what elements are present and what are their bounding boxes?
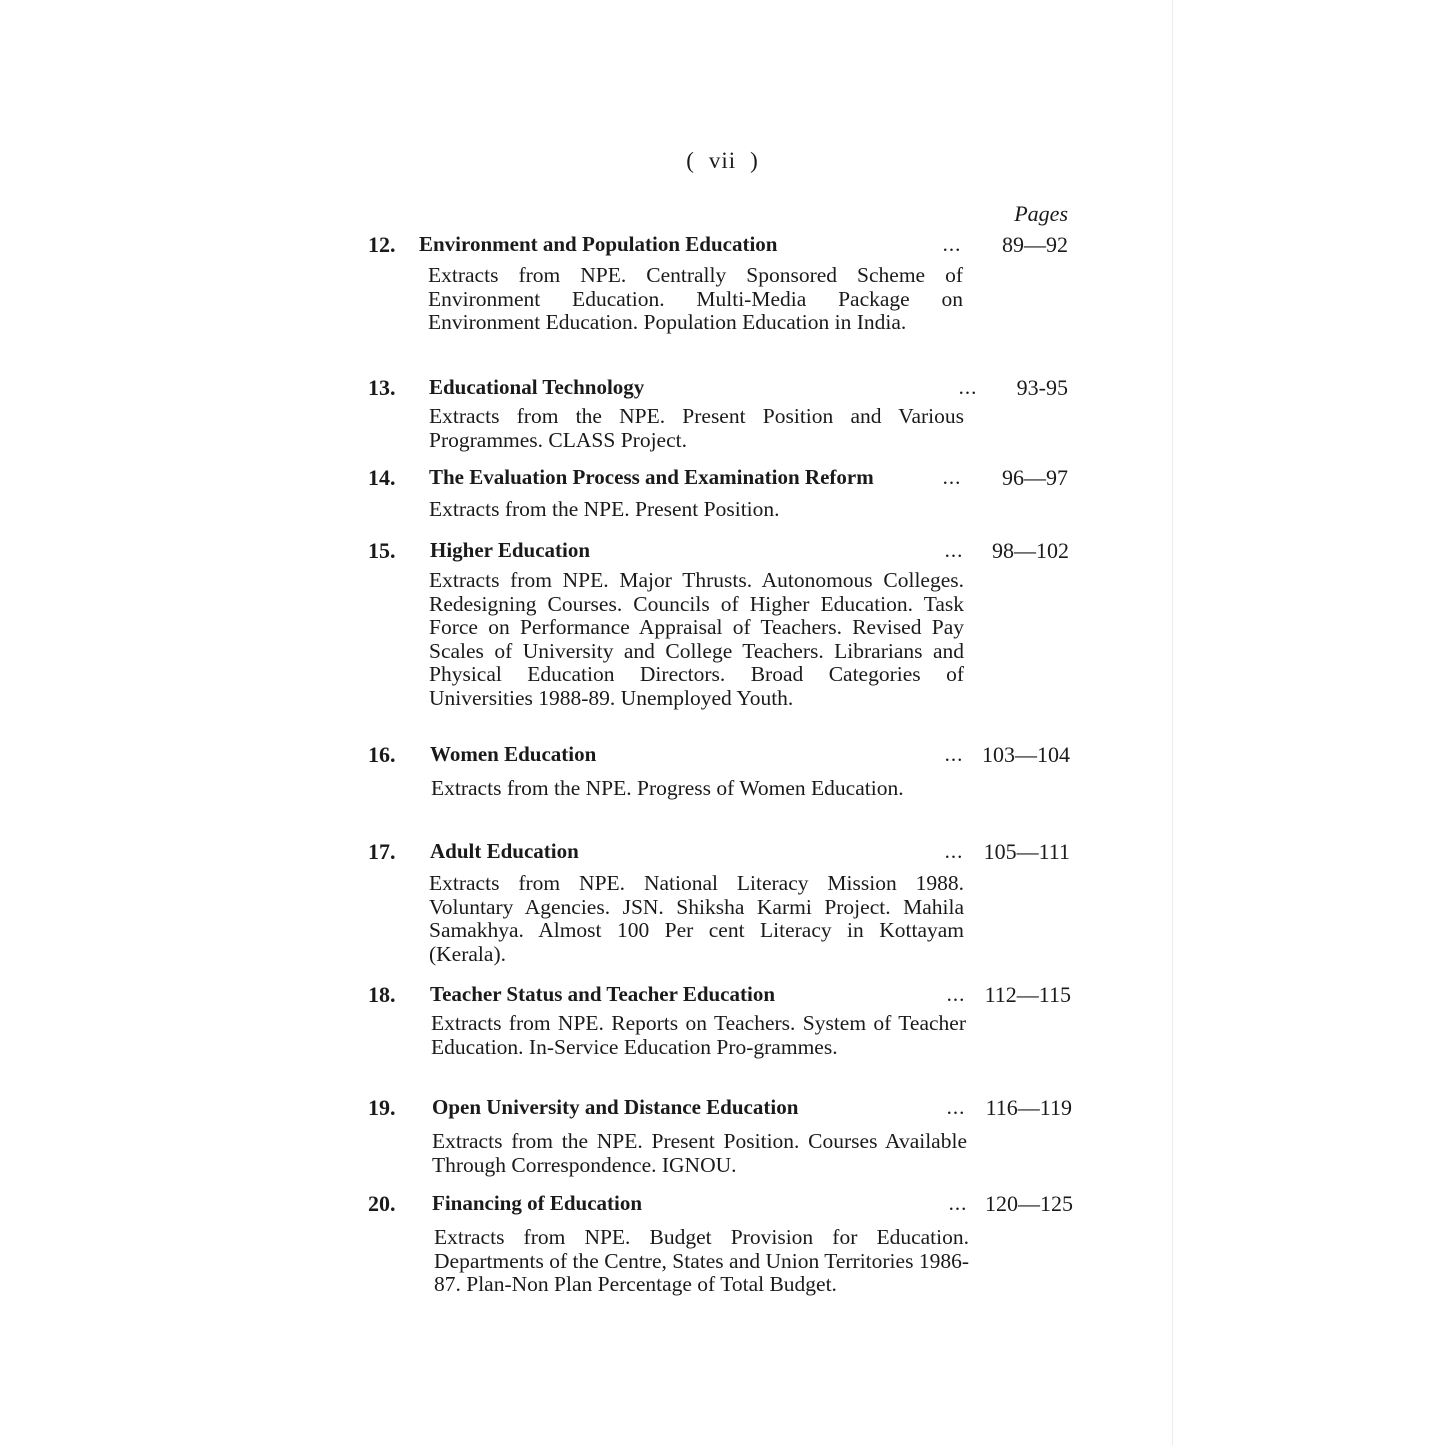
entry-description: Extracts from the NPE. Progress of Women Education. xyxy=(431,776,904,800)
entry-pages: 98—102 xyxy=(992,538,1069,563)
pages-column-heading: Pages xyxy=(1014,201,1068,226)
entry-title: Financing of Education xyxy=(432,1191,643,1215)
entry-description: Extracts from NPE. Reports on Teachers. System of Teacher Education. In-Service Education Pro-grammes. xyxy=(431,1011,966,1059)
entry-leader-dots: ... xyxy=(946,1095,966,1119)
page-number-value: vii xyxy=(708,148,737,173)
entry-description: Extracts from NPE. National Literacy Mission 1988. Voluntary Agencies. JSN. Shiksha Karmi Project. Mahila Samakhya. Almost 100 Per cent Literacy in Kottayam (Kerala). xyxy=(429,871,964,966)
entry-number: 17. xyxy=(368,839,396,864)
entry-title: Women Education xyxy=(430,742,597,766)
entry-pages: 93-95 xyxy=(1016,375,1068,400)
entry-number: 13. xyxy=(368,375,396,400)
entry-number: 16. xyxy=(368,742,396,767)
page-number-open: ( xyxy=(686,148,695,173)
entry-description: Extracts from the NPE. Present Position. Courses Available Through Correspondence. IGNOU. xyxy=(432,1129,967,1177)
entry-pages: 89—92 xyxy=(1002,232,1068,257)
entry-leader-dots: ... xyxy=(958,375,978,399)
entry-leader-dots: ... xyxy=(942,465,962,489)
entry-pages: 116—119 xyxy=(985,1095,1072,1120)
entry-description: Extracts from NPE. Major Thrusts. Autonomous Colleges. Redesigning Courses. Councils of Higher Education. Task Force on Performance Appraisal of Teachers. Revised Pay Scales of University and College Teachers. Librarians and Physical Education Directors. Broad Categories of Universities 1988-89. Unemployed Youth. xyxy=(429,568,964,710)
entry-number: 14. xyxy=(368,465,396,490)
entry-number: 15. xyxy=(368,538,396,563)
entry-pages: 103—104 xyxy=(982,742,1070,767)
entry-title: Educational Technology xyxy=(429,375,645,399)
entry-leader-dots: ... xyxy=(944,839,964,863)
entry-description: Extracts from the NPE. Present Position. xyxy=(429,497,780,521)
entry-leader-dots: ... xyxy=(946,982,966,1006)
entry-number: 18. xyxy=(368,982,396,1007)
entry-title: Open University and Distance Education xyxy=(432,1095,799,1119)
page-edge xyxy=(1172,0,1173,1445)
entry-title: Higher Education xyxy=(430,538,591,562)
entry-title: Adult Education xyxy=(430,839,579,863)
entry-pages: 120—125 xyxy=(985,1191,1073,1216)
entry-title: Environment and Population Education xyxy=(419,232,778,256)
entry-pages: 96—97 xyxy=(1002,465,1068,490)
page-number-close: ) xyxy=(750,148,759,173)
entry-description: Extracts from the NPE. Present Position and Various Programmes. CLASS Project. xyxy=(429,404,964,452)
entry-number: 20. xyxy=(368,1191,396,1216)
entry-leader-dots: ... xyxy=(948,1191,968,1215)
page-number xyxy=(0,148,1445,174)
entry-pages: 112—115 xyxy=(984,982,1071,1007)
entry-number: 19. xyxy=(368,1095,396,1120)
entry-leader-dots: ... xyxy=(942,232,962,256)
entry-number: 12. xyxy=(368,232,396,257)
entry-title: The Evaluation Process and Examination Reform xyxy=(429,465,874,489)
entry-description: Extracts from NPE. Budget Provision for Education. Departments of the Centre, States and Union Territories 1986-87. Plan-Non Plan Percentage of Total Budget. xyxy=(434,1225,969,1296)
entry-pages: 105—111 xyxy=(983,839,1070,864)
entry-leader-dots: ... xyxy=(944,742,964,766)
entry-title: Teacher Status and Teacher Education xyxy=(430,982,776,1006)
entry-leader-dots: ... xyxy=(944,538,964,562)
entry-description: Extracts from NPE. Centrally Sponsored Scheme of Environment Education. Multi-Media Package on Environment Education. Population Education in India. xyxy=(428,263,963,334)
